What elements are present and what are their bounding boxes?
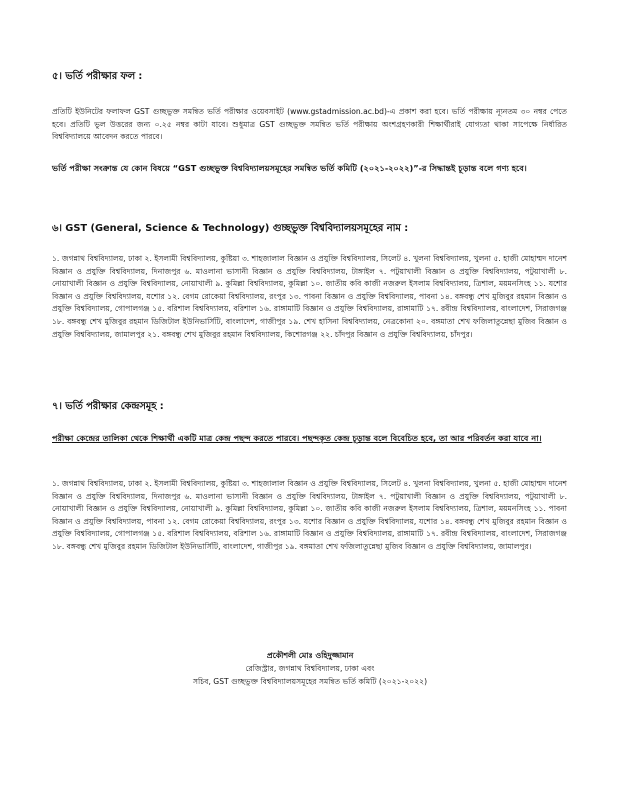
signature-block xyxy=(140,650,480,688)
university-list-paragraph: ১. জগন্নাথ বিশ্ববিদ্যালয়, ঢাকা ২. ইসলামী বিশ্ববিদ্যালয়, কুষ্টিয়া ৩. শাহজালাল বিজ্ঞান ও প্রযুক্তি বিশ্ববিদ্যালয়, সিলেট ৪. খুলনা বিশ্ববিদ্যালয়, খুলনা ৫. হাজী মোহাম্মদ দানেশ বিজ্ঞান ও প্রযুক্তি বিশ্ববিদ্যালয়, দিনাজপুর ৬. মাওলানা ভাসানী বিজ্ঞান ও প্রযুক্তি বিশ্ববিদ্যালয়, টাঙ্গাইল ৭. পটুয়াখালী বিজ্ঞান ও প্রযুক্তি বিশ্ববিদ্যালয়, পটুয়াখালী ৮. নোয়াখালী বিজ্ঞান ও প্রযুক্তি বিশ্ববিদ্যালয়, নোয়াখালী ৯. কুমিল্লা বিশ্ববিদ্যালয়, কুমিল্লা ১০. জাতীয় কবি কাজী নজরুল ইসলাম বিশ্ববিদ্যালয়, ত্রিশাল, ময়মনসিংহ ১১. যশোর বিজ্ঞান ও প্রযুক্তি বিশ্ববিদ্যালয়, যশোর ১২. বেগম রোকেয়া বিশ্ববিদ্যালয়, রংপুর ১৩. পাবনা বিজ্ঞান ও প্রযুক্তি বিশ্ববিদ্যালয়, পাবনা ১৪. বঙ্গবন্ধু শেখ মুজিবুর রহমান বিজ্ঞান ও প্রযুক্তি বিশ্ববিদ্যালয়, গোপালগঞ্জ ১৫. বরিশাল বিশ্ববিদ্যালয়, বরিশাল ১৬. রাঙ্গামাটি বিজ্ঞান ও প্রযুক্তি বিশ্ববিদ্যালয়, রাঙ্গামাটি ১৭. রবীন্দ্র বিশ্ববিদ্যালয়, বাংলাদেশ, সিরাজগঞ্জ ১৮. বঙ্গবন্ধু শেখ মুজিবুর রহমান ডিজিটাল ইউনিভার্সিটি, বাংলাদেশ, গাজীপুর ১৯. শেখ হাসিনা বিশ্ববিদ্যালয়, নেত্রকোনা ২০. বঙ্গমাতা শেখ ফজিলাতুন্নেছা মুজিব বিজ্ঞান ও প্রযুক্তি বিশ্ববিদ্যালয়, জামালপুর ২১. বঙ্গবন্ধু শেখ মুজিবুর রহমান বিশ্ববিদ্যালয়, কিশোরগঞ্জ ২২. চাঁদপুর বিজ্ঞান ও প্রযুক্তি বিশ্ববিদ্যালয়, চাঁদপুর। xyxy=(52,254,567,339)
exam-centre-list-paragraph: ১. জগন্নাথ বিশ্ববিদ্যালয়, ঢাকা ২. ইসলামী বিশ্ববিদ্যালয়, কুষ্টিয়া ৩. শাহজালাল বিজ্ঞান ও প্রযুক্তি বিশ্ববিদ্যালয়, সিলেট ৪. খুলনা বিশ্ববিদ্যালয়, খুলনা ৫. হাজী মোহাম্মদ দানেশ বিজ্ঞান ও প্রযুক্তি বিশ্ববিদ্যালয়, দিনাজপুর ৬. মাওলানা ভাসানী বিজ্ঞান ও প্রযুক্তি বিশ্ববিদ্যালয়, টাঙ্গাইল ৭. পটুয়াখালী বিজ্ঞান ও প্রযুক্তি বিশ্ববিদ্যালয়, পটুয়াখালী ৮. নোয়াখালী বিজ্ঞান ও প্রযুক্তি বিশ্ববিদ্যালয়, নোয়াখালী ৯. কুমিল্লা বিশ্ববিদ্যালয়, কুমিল্লা ১০. জাতীয় কবি কাজী নজরুল ইসলাম বিশ্ববিদ্যালয়, ত্রিশাল, ময়মনসিংহ ১১. পাবনা বিজ্ঞান ও প্রযুক্তি বিশ্ববিদ্যালয়, পাবনা ১২. বেগম রোকেয়া বিশ্ববিদ্যালয়, রংপুর ১৩. যশোর বিজ্ঞান ও প্রযুক্তি বিশ্ববিদ্যালয়, যশোর ১৪. বঙ্গবন্ধু শেখ মুজিবুর রহমান বিজ্ঞান ও প্রযুক্তি বিশ্ববিদ্যালয়, গোপালগঞ্জ ১৫. বরিশাল বিশ্ববিদ্যালয়, বরিশাল ১৬. রাঙ্গামাটি বিজ্ঞান ও প্রযুক্তি বিশ্ববিদ্যালয়, রাঙ্গামাটি ১৭. রবীন্দ্র বিশ্ববিদ্যালয়, বাংলাদেশ, সিরাজগঞ্জ ১৮. বঙ্গবন্ধু শেখ মুজিবুর রহমান ডিজিটাল ইউনিভার্সিটি, বাংলাদেশ, গাজীপুর ১৯. বঙ্গমাতা শেখ ফজিলাতুন্নেছা মুজিব বিজ্ঞান ও প্রযুক্তি বিশ্ববিদ্যালয়, জামালপুর। xyxy=(52,479,567,551)
signatory-designation: রেজিস্ট্রার, জগন্নাথ বিশ্ববিদ্যালয়, ঢাকা এবং xyxy=(245,664,375,673)
section-5-heading: ৫। ভর্তি পরীক্ষার ফল : xyxy=(52,71,143,82)
exam-centre-notice: পরীক্ষা কেন্দ্রের তালিকা থেকে শিক্ষার্থী একটি মাত্র কেন্দ্র পছন্দ করতে পারবে। পছন্দকৃত কেন্দ্র চূড়ান্ত বলে বিবেচিত হবে, তা আর পরিবর্তন করা যাবে না। xyxy=(52,433,542,443)
section-6-heading: ৬। GST (General, Science & Technology) গুচ্ছভুক্ত বিশ্ববিদ্যালয়সমূহের নাম : xyxy=(52,223,409,234)
section-7-heading: ৭। ভর্তি পরীক্ষার কেন্দ্রসমূহ : xyxy=(52,401,164,412)
admission-committee-notice: ভর্তি পরীক্ষা সংক্রান্ত যে কোন বিষয়ে “GST গুচ্ছভুক্ত বিশ্ববিদ্যালয়সমূহের সমন্বিত ভর্তি কমিটি (২০২১-২০২২)”-র সিদ্ধান্তই চূড়ান্ত বলে গণ্য হবে। xyxy=(52,163,527,173)
signatory-committee-role: সচিব, GST গুচ্ছভুক্ত বিশ্ববিদ্যালয়সমূহের সমন্বিত ভর্তি কমিটি (২০২১-২০২২) xyxy=(192,677,428,686)
result-paragraph: প্রতিটি ইউনিটের ফলাফল GST গুচ্ছভুক্ত সমন্বিত ভর্তি পরীক্ষার ওয়েবসাইট (www.gstadmission.ac.bd)-এ প্রকাশ করা হবে। ভর্তি পরীক্ষায় ন্যূনতম ৩০ নম্বর পেতে হবে। প্রতিটি ভুল উত্তরের জন্য ০.২৫ নম্বর কাটা যাবে। শুধুমাত্র GST গুচ্ছভুক্ত সমন্বিত ভর্তি পরীক্ষায় অংশগ্রহণকারী শিক্ষার্থীরাই যোগ্যতা থাকা সাপেক্ষে নির্ধারিত বিশ্ববিদ্যালয়ে আবেদন করতে পারবে। xyxy=(52,107,567,142)
signatory-name: প্রকৌশলী মোঃ ওহিদুজ্জামান xyxy=(266,651,354,660)
